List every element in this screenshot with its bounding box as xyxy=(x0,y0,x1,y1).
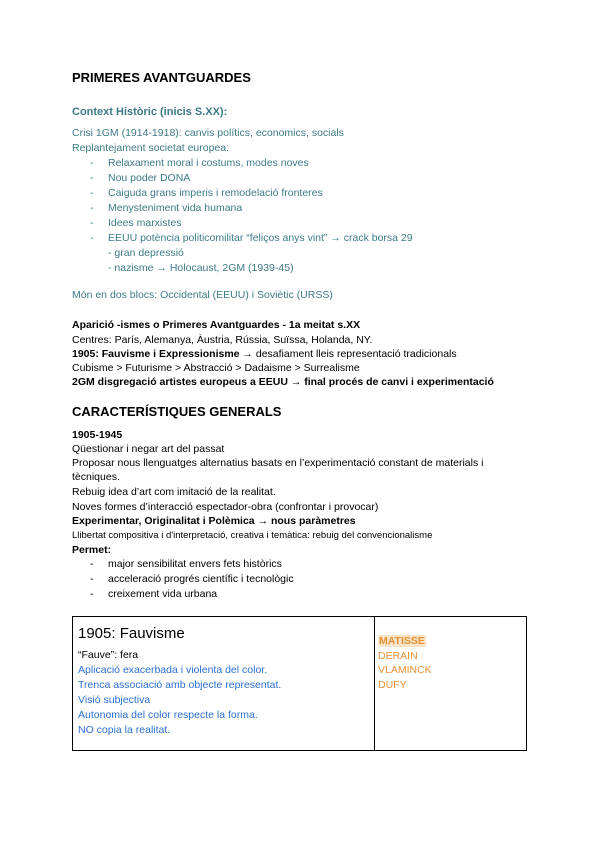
list-item-text: Menysteniment vida humana xyxy=(108,202,243,214)
list-item: - Menysteniment vida humana xyxy=(90,202,243,214)
fauvisme-line xyxy=(72,347,457,362)
caract-line: Qüestionar i negar art del passat xyxy=(72,443,225,455)
fauvisme-item: Autonomia del color respecte la forma. xyxy=(78,709,258,721)
caract-line: Rebuig idea d’art com imitació de la realitat. xyxy=(72,486,276,498)
caract-line: Proposar nous llenguatges alternatius basats en l’experimentació constant de materials i xyxy=(72,457,484,469)
list-item: - Idees marxistes xyxy=(90,217,182,229)
caract-line: Noves formes d’interacció espectador-obra (confrontar i provocar) xyxy=(72,501,379,513)
painter-name: VLAMINCK xyxy=(378,664,432,676)
permet-list xyxy=(90,557,294,602)
list-item-text: Idees marxistes xyxy=(108,217,182,229)
context-heading: Context Històric (inicis S.XX): xyxy=(72,106,228,118)
context-line-1: Crisi 1GM (1914-1918): canvis polítics, economics, socials xyxy=(72,127,344,139)
list-item: - EEUU potència politicomilitar “feliços anys vint” → crack borsa 29 xyxy=(90,232,413,244)
caract-bold-line: Experimentar, Originalitat i Polèmica → nous paràmetres xyxy=(72,515,356,527)
fauvisme-line-rest: → desafiament lleis representació tradicionals xyxy=(239,348,457,360)
list-item-text: creixement vida urbana xyxy=(108,588,218,600)
aparicio-heading: Aparició -ismes o Primeres Avantguardes - 1a meitat s.XX xyxy=(72,319,361,331)
list-item: - Relaxament moral i costums, modes noves xyxy=(90,157,309,169)
fauve-definition xyxy=(78,648,374,663)
list-item-text: Caiguda grans imperis i remodelació fronteres xyxy=(108,187,323,199)
permet-heading: Permet: xyxy=(72,544,112,556)
sub-item xyxy=(90,246,413,261)
painters-list xyxy=(378,634,526,692)
fauvisme-item: Trenca associació amb objecte representat. xyxy=(78,679,282,691)
caract-heading: CARACTERÍSTIQUES GENERALS xyxy=(72,404,282,419)
painter-name: DERAIN xyxy=(378,649,418,662)
fauvisme-line-bold: 1905: Fauvisme i Expressionisme xyxy=(72,348,240,360)
sub-item xyxy=(90,261,413,276)
painter-name: DUFY xyxy=(378,678,407,691)
list-item-text: Nou poder DONA xyxy=(108,172,191,184)
list-item-text: major sensibilitat envers fets històrics xyxy=(108,558,282,570)
list-item-text: acceleració progrés científic i tecnològic xyxy=(108,573,294,585)
caract-years: 1905-1945 xyxy=(72,429,123,441)
sequence-line: Cubisme > Futurisme > Abstracció > Dadaisme > Surrealisme xyxy=(72,362,360,374)
fauve-meaning: : fera xyxy=(114,649,139,661)
fauvisme-item: Visió subjectiva xyxy=(78,694,151,706)
fauvisme-description-cell xyxy=(73,617,375,751)
fauvisme-title: 1905: Fauvisme xyxy=(78,625,185,642)
blocs-line: Món en dos blocs: Occidental (EEUU) i Soviètic (URSS) xyxy=(72,289,333,301)
fauvisme-table xyxy=(72,616,527,751)
llibertat-line: Llibertat compositiva i d'interpretació, creativa i temàtica: rebuig del convencionalisme xyxy=(72,530,433,541)
list-item: - acceleració progrés científic i tecnològic xyxy=(90,573,294,585)
list-item: - creixement vida urbana xyxy=(90,588,218,600)
painters-cell xyxy=(375,617,527,751)
list-item: - Nou poder DONA xyxy=(90,172,191,184)
fauve-word: “Fauve” xyxy=(78,649,115,661)
centres-line: Centres: París, Alemanya, Àustria, Rússia, Suïssa, Holanda, NY. xyxy=(72,334,373,346)
caract-line: tècniques. xyxy=(72,471,120,483)
painter-highlighted: MATISSE xyxy=(379,635,425,647)
context-list xyxy=(90,156,413,276)
list-item: - major sensibilitat envers fets històrics xyxy=(90,558,282,570)
list-item: - Caiguda grans imperis i remodelació fronteres xyxy=(90,187,323,199)
fauvisme-item: Aplicació exacerbada i violenta del color. xyxy=(78,664,268,676)
list-item-text: EEUU potència politicomilitar “feliços anys vint” → crack borsa 29 xyxy=(108,232,413,244)
sub-item-text: - gran depressió xyxy=(108,247,184,259)
fauvisme-item: NO copia la realitat. xyxy=(78,724,171,736)
final-line: 2GM disgregació artistes europeus a EEUU → final procés de canvi i experimentació xyxy=(72,376,494,388)
context-line-2: Replantejament societat europea: xyxy=(72,142,230,154)
sub-item-text: - nazisme → Holocaust, 2GM (1939-45) xyxy=(108,262,294,274)
painter-name xyxy=(378,634,526,649)
list-item-text: Relaxament moral i costums, modes noves xyxy=(108,157,309,169)
page-title: PRIMERES AVANTGUARDES xyxy=(72,70,251,85)
